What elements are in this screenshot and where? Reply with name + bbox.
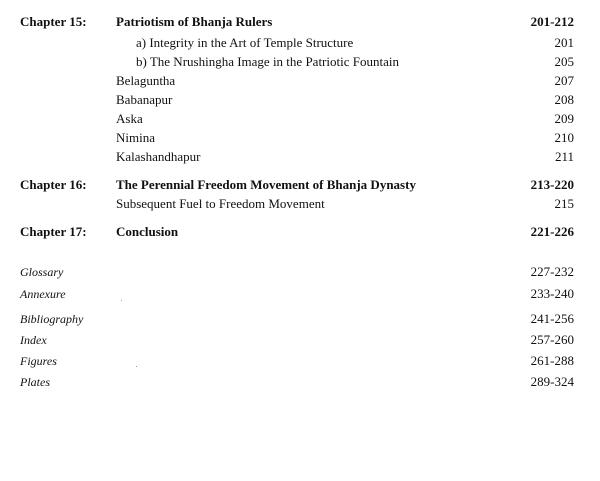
back-matter-index[interactable] <box>0 330 600 350</box>
scan-speck <box>136 366 137 367</box>
toc-entry[interactable] <box>0 128 600 148</box>
entry-page: 209 <box>554 111 574 126</box>
entry-page: 210 <box>554 130 574 145</box>
entry-title: Aska <box>116 111 143 126</box>
back-matter-pages: 241-256 <box>530 311 574 326</box>
toc-entry[interactable] <box>0 194 600 214</box>
entry-title: a) Integrity in the Art of Temple Structure <box>136 35 354 50</box>
back-matter-plates[interactable] <box>0 372 600 392</box>
toc-entry[interactable] <box>0 33 600 53</box>
back-matter-annexure[interactable] <box>0 284 600 304</box>
entry-title: Nimina <box>116 130 155 145</box>
entry-page: 215 <box>554 196 574 211</box>
chapter-15-row[interactable] <box>0 12 600 32</box>
entry-title: Subsequent Fuel to Freedom Movement <box>116 196 325 211</box>
chapter-pages: 201-212 <box>530 14 574 29</box>
chapter-label: Chapter 17: <box>20 224 87 239</box>
toc-entry[interactable] <box>0 147 600 167</box>
back-matter-bibliography[interactable] <box>0 309 600 329</box>
back-matter-pages: 227-232 <box>530 264 574 279</box>
toc-entry[interactable] <box>0 52 600 72</box>
chapter-label: Chapter 16: <box>20 177 87 192</box>
back-matter-label: Annexure <box>20 287 66 301</box>
entry-page: 207 <box>554 73 574 88</box>
chapter-pages: 213-220 <box>530 177 574 192</box>
entry-title: Kalashandhapur <box>116 149 201 164</box>
entry-page: 211 <box>554 149 574 164</box>
entry-page: 201 <box>554 35 574 50</box>
toc-entry[interactable] <box>0 90 600 110</box>
scan-speck <box>121 300 122 301</box>
back-matter-label: Bibliography <box>20 312 84 326</box>
chapter-title: The Perennial Freedom Movement of Bhanja Dynasty <box>116 177 416 192</box>
toc-entry[interactable] <box>0 71 600 91</box>
back-matter-pages: 261-288 <box>530 353 574 368</box>
back-matter-figures[interactable] <box>0 351 600 371</box>
back-matter-label: Figures <box>20 354 57 368</box>
back-matter-label: Index <box>20 333 47 347</box>
chapter-title: Patriotism of Bhanja Rulers <box>116 14 273 29</box>
chapter-17-row[interactable] <box>0 222 600 242</box>
entry-title: Belaguntha <box>116 73 176 88</box>
back-matter-label: Glossary <box>20 265 64 279</box>
chapter-title: Conclusion <box>116 224 179 239</box>
entry-title: b) The Nrushingha Image in the Patriotic Fountain <box>136 54 399 69</box>
chapter-16-row[interactable] <box>0 175 600 195</box>
toc-entry[interactable] <box>0 109 600 129</box>
chapter-label: Chapter 15: <box>20 14 87 29</box>
back-matter-pages: 233-240 <box>530 286 574 301</box>
entry-page: 205 <box>554 54 574 69</box>
back-matter-glossary[interactable] <box>0 262 600 282</box>
back-matter-pages: 257-260 <box>530 332 574 347</box>
back-matter-pages: 289-324 <box>530 374 574 389</box>
back-matter-label: Plates <box>20 375 50 389</box>
entry-page: 208 <box>554 92 574 107</box>
chapter-pages: 221-226 <box>530 224 574 239</box>
entry-title: Babanapur <box>116 92 173 107</box>
